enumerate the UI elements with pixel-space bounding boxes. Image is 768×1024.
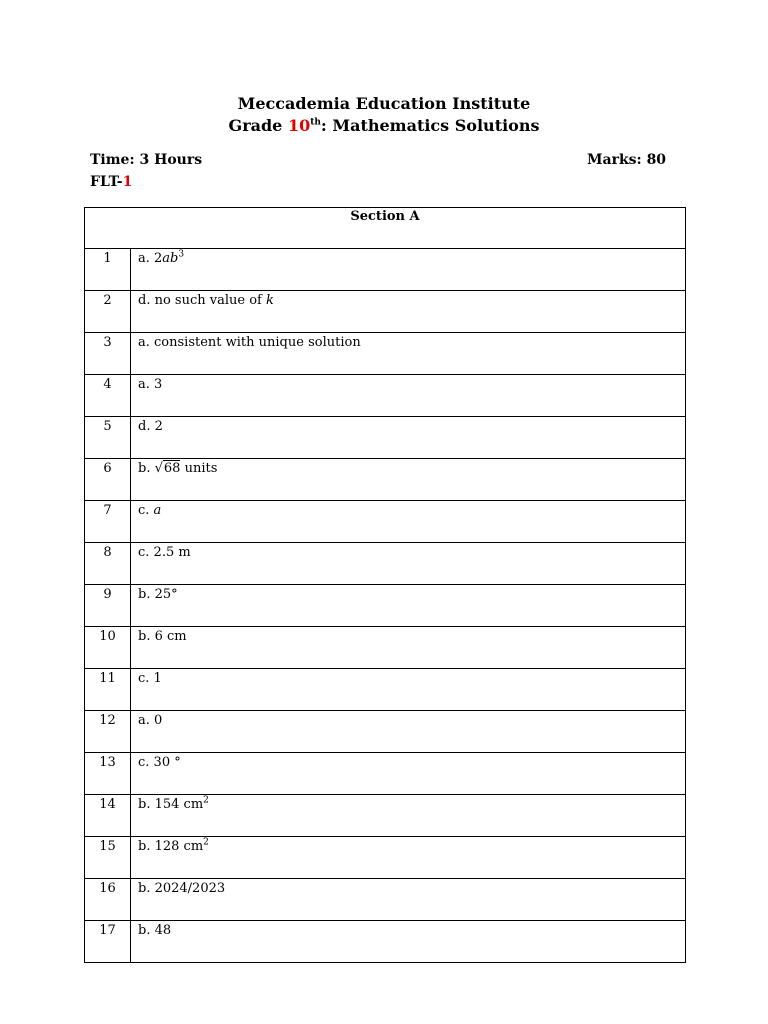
grade-suffix: th	[310, 117, 321, 128]
answer-text: b. 128 cm	[138, 839, 204, 854]
answer-cell	[131, 837, 686, 879]
section-header-row	[85, 208, 686, 249]
question-number: 8	[85, 543, 131, 585]
answer-cell: b. 48	[131, 921, 686, 963]
table-row	[85, 291, 686, 333]
answer-text: a. 2	[138, 251, 163, 266]
table-row	[85, 627, 686, 669]
flt-label	[90, 172, 132, 192]
table-row	[85, 249, 686, 291]
question-number: 14	[85, 795, 131, 837]
table-row	[85, 921, 686, 963]
table-row	[85, 375, 686, 417]
square-root-icon: √	[154, 461, 163, 476]
question-number: 3	[85, 333, 131, 375]
flt-prefix: FLT-	[90, 174, 123, 190]
exam-time: Time: 3 Hours	[90, 152, 203, 168]
answer-cell: a. 0	[131, 711, 686, 753]
answer-text: b.	[138, 461, 155, 476]
answer-cell: b. 25°	[131, 585, 686, 627]
answer-text: d. no such value of	[138, 293, 266, 308]
answer-cell: d. 2	[131, 417, 686, 459]
table-row	[85, 753, 686, 795]
answer-text: b. 154 cm	[138, 797, 204, 812]
question-number: 2	[85, 291, 131, 333]
answer-cell	[131, 459, 686, 501]
table-row	[85, 879, 686, 921]
question-number: 9	[85, 585, 131, 627]
answer-cell: c. 1	[131, 669, 686, 711]
table-row	[85, 795, 686, 837]
answer-variable: a	[153, 503, 162, 518]
answer-cell: c. 2.5 m	[131, 543, 686, 585]
answer-variable: k	[265, 293, 274, 308]
grade-prefix: Grade	[228, 116, 288, 135]
table-row	[85, 585, 686, 627]
answers-table	[84, 207, 686, 963]
institute-title: Meccademia Education Institute	[237, 94, 531, 113]
question-number: 15	[85, 837, 131, 879]
question-number: 10	[85, 627, 131, 669]
question-number: 16	[85, 879, 131, 921]
question-number: 1	[85, 249, 131, 291]
question-number: 11	[85, 669, 131, 711]
answer-cell: c. 30 °	[131, 753, 686, 795]
grade-subject: : Mathematics Solutions	[320, 116, 540, 135]
table-row	[85, 459, 686, 501]
answer-variable: ab	[162, 251, 179, 266]
answer-exponent: 2	[203, 795, 209, 806]
answer-cell	[131, 501, 686, 543]
answer-cell	[131, 291, 686, 333]
table-row	[85, 417, 686, 459]
answer-cell	[131, 795, 686, 837]
table-row	[85, 501, 686, 543]
question-number: 5	[85, 417, 131, 459]
answer-cell: a. consistent with unique solution	[131, 333, 686, 375]
answer-exponent: 3	[178, 249, 185, 260]
question-number: 6	[85, 459, 131, 501]
flt-number: 1	[122, 174, 133, 190]
answer-cell	[131, 249, 686, 291]
table-row	[85, 333, 686, 375]
question-number: 17	[85, 921, 131, 963]
answer-cell: b. 6 cm	[131, 627, 686, 669]
answer-cell: a. 3	[131, 375, 686, 417]
answer-unit: units	[180, 461, 218, 476]
question-number: 7	[85, 501, 131, 543]
grade-number: 10	[287, 116, 311, 135]
table-row	[85, 711, 686, 753]
answer-cell: b. 2024/2023	[131, 879, 686, 921]
table-row	[85, 669, 686, 711]
table-row	[85, 543, 686, 585]
question-number: 4	[85, 375, 131, 417]
answer-text: c.	[138, 503, 154, 518]
answer-radicand: 68	[163, 461, 181, 476]
question-number: 13	[85, 753, 131, 795]
answer-exponent: 2	[203, 837, 209, 848]
exam-marks: Marks: 80	[587, 152, 667, 168]
section-title: Section A	[85, 208, 686, 249]
table-row	[85, 837, 686, 879]
question-number: 12	[85, 711, 131, 753]
grade-title	[0, 115, 768, 137]
